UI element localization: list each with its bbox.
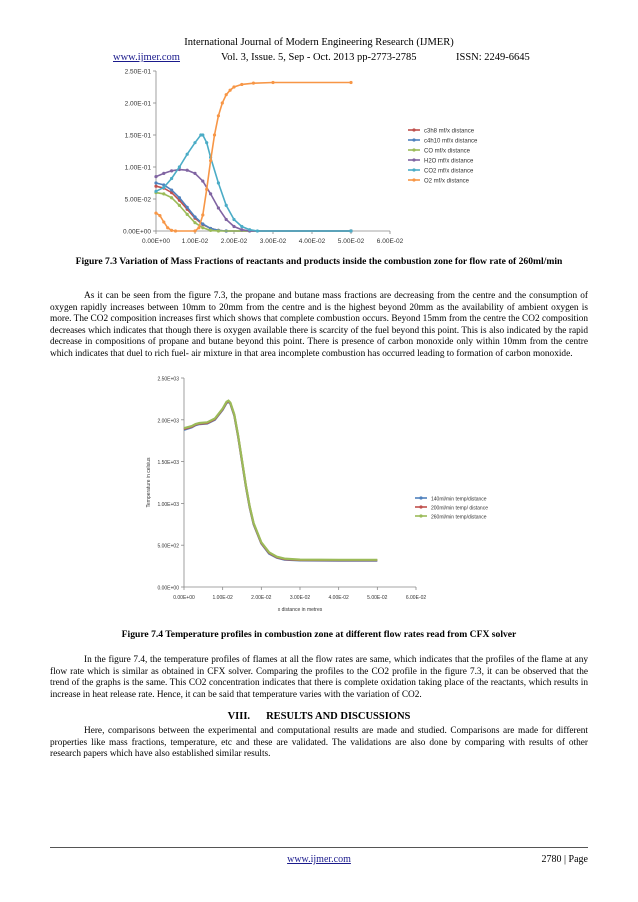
- legend-marker: [412, 168, 415, 171]
- y-tick-label: 1.50E+03: [157, 460, 179, 467]
- x-tick-label: 0.00E+00: [141, 238, 171, 245]
- series-point: [205, 141, 208, 144]
- series-point: [225, 218, 228, 221]
- series-point: [217, 114, 220, 117]
- series-point: [193, 221, 196, 224]
- series-point: [178, 196, 181, 199]
- x-tick-label: 5.00E-02: [367, 595, 388, 601]
- series-point: [162, 172, 165, 175]
- figure-7-3-caption: Figure 7.3 Variation of Mass Fractions of reactants and products inside the combustion zone for flow rate of 260ml/min: [75, 256, 563, 267]
- series-point: [162, 186, 165, 189]
- series-point: [248, 228, 251, 231]
- x-tick-label: 4.00E-02: [328, 595, 349, 601]
- series-point: [193, 215, 196, 218]
- series-point: [349, 81, 352, 84]
- series-point: [170, 169, 173, 172]
- figure-7-4-chart: [138, 372, 498, 620]
- legend-label: CO2 mf/x distance: [424, 168, 474, 175]
- figure-7-4-caption: Figure 7.4 Temperature profiles in combustion zone at different flow rates read from CFX solver: [121, 629, 517, 640]
- header-website-link[interactable]: www.ijmer.com: [113, 52, 180, 63]
- series-point: [170, 229, 173, 232]
- header-volume: Vol. 3, Issue. 5, Sep - Oct. 2013 pp-2773-2785: [221, 52, 417, 63]
- series-line-3: [156, 193, 351, 231]
- y-tick-label: 0.00E+00: [157, 585, 179, 592]
- series-point: [240, 228, 243, 231]
- series-point: [166, 226, 169, 229]
- series-point: [271, 81, 274, 84]
- x-tick-label: 6.00E-02: [376, 238, 404, 245]
- section-number: VIII.: [227, 711, 251, 722]
- footer-page-number: 2780 | Page: [541, 854, 588, 865]
- series-point: [154, 181, 157, 184]
- series-point: [201, 226, 204, 229]
- series-point: [186, 206, 189, 209]
- legend-label: 140ml/min temp/distance: [431, 496, 487, 503]
- figure-7-3-chart: [108, 62, 528, 252]
- series-line-1: [156, 186, 351, 231]
- series-point: [217, 229, 220, 232]
- series-point: [225, 204, 228, 207]
- y-tick-label: 1.50E-01: [124, 132, 151, 140]
- legend-marker: [412, 128, 415, 131]
- series-point: [154, 175, 157, 178]
- legend-label: CO mf/x distance: [424, 148, 471, 155]
- legend-label: O2 mf/x distance: [424, 178, 470, 185]
- series-point: [349, 229, 352, 232]
- section-heading: [0, 711, 638, 722]
- series-point: [178, 165, 181, 168]
- y-tick-label: 5.00E-02: [124, 196, 151, 204]
- legend-label: 260ml/min temp/distance: [431, 514, 487, 521]
- y-tick-label: 2.50E+03: [157, 376, 179, 383]
- legend-marker: [419, 496, 422, 499]
- series-point: [201, 179, 204, 182]
- series-point: [170, 177, 173, 180]
- x-tick-label: 3.00E-02: [289, 595, 311, 601]
- y-tick-label: 2.50E-01: [124, 68, 151, 76]
- legend-marker: [412, 158, 415, 161]
- series-point: [162, 220, 165, 223]
- series-line-3: [184, 401, 377, 560]
- footer-divider: [50, 847, 588, 848]
- series-point: [174, 229, 177, 232]
- series-point: [197, 226, 200, 229]
- legend-marker: [412, 178, 415, 181]
- x-tick-label: 1.00E-02: [212, 595, 233, 601]
- legend-marker: [412, 138, 415, 141]
- series-point: [205, 188, 208, 191]
- series-point: [193, 229, 196, 232]
- series-point: [154, 190, 157, 193]
- x-tick-label: 3.00E-02: [259, 238, 287, 245]
- header-issn: ISSN: 2249-6645: [456, 52, 530, 63]
- series-point: [209, 229, 212, 232]
- series-point: [186, 153, 189, 156]
- series-point: [201, 133, 204, 136]
- x-tick-label: 6.00E-02: [405, 595, 427, 601]
- series-point: [158, 214, 161, 217]
- legend-label: c4h10 mf/x distance: [424, 138, 478, 145]
- x-tick-label: 2.00E-02: [220, 238, 248, 245]
- series-point: [170, 196, 173, 199]
- series-point: [178, 204, 181, 207]
- series-point: [229, 89, 232, 92]
- series-point: [162, 192, 165, 195]
- series-point: [213, 133, 216, 136]
- legend-marker: [419, 505, 422, 508]
- series-point: [209, 159, 212, 162]
- legend-marker: [419, 514, 422, 517]
- series-point: [221, 101, 224, 104]
- x-tick-label: 4.00E-02: [298, 238, 326, 245]
- section-title: RESULTS AND DISCUSSIONS: [266, 711, 411, 722]
- series-point: [193, 172, 196, 175]
- series-point: [232, 218, 235, 221]
- series-point: [186, 169, 189, 172]
- y-tick-label: 0.00E+00: [122, 228, 151, 236]
- series-point: [240, 225, 243, 228]
- footer-website-link[interactable]: www.ijmer.com: [287, 854, 351, 865]
- legend-marker: [412, 148, 415, 151]
- legend-label: 200ml/min temp/ distance: [431, 505, 488, 512]
- series-line-2: [184, 401, 377, 560]
- series-point: [217, 181, 220, 184]
- series-point: [186, 213, 189, 216]
- series-point: [201, 222, 204, 225]
- journal-title: International Journal of Modern Engineering Research (IJMER): [184, 37, 454, 48]
- y-tick-label: 2.00E-01: [124, 100, 151, 108]
- y-tick-label: 1.00E+03: [157, 501, 179, 508]
- series-point: [154, 211, 157, 214]
- paragraph-1: As it can be seen from the figure 7.3, the propane and butane mass fractions are decreasing from the centre and the consumption of oxygen rapidly increases between 10mm to 20mm from the centre and is the highest beyond 20mm as the availability of ambient oxygen is more. The CO2 composition increases first which shows that complete combustion occurs. Beyond 15mm from the centre the CO2 composition decreases which indicates that though there is oxygen available there is scarcity of the fuel beyond this point. This is also indicated by the rapid decrease in compositions of propane and butane beyond this point. There is presence of carbon monoxide only within 10mm from the centre which indicates that duel to rich fuel- air mixture in that area incomplete combustion has occurred leading to formation of carbon monoxide.: [50, 291, 588, 359]
- series-line-4: [156, 170, 351, 231]
- y-tick-label: 5.00E+02: [157, 543, 179, 550]
- paragraph-3: Here, comparisons between the experimental and computational results are made and studied. Comparisons are made for different properties like mass fractions, temperature, etc and these are validated. The validations are also done by comparing with results of other research papers which have also established similar results.: [50, 726, 588, 760]
- x-tick-label: 2.00E-02: [251, 595, 272, 601]
- x-tick-label: 1.00E-02: [181, 238, 209, 245]
- y-tick-label: 1.00E-01: [124, 164, 151, 172]
- paragraph-2: In the figure 7.4, the temperature profiles of flames at all the flow rates are same, which indicates that the profiles of the flame at any flow rate which is similar as obtained in CFX solver. Comparing the profiles to the CO2 profile in the figure 7.3, it can be observed that the trend of the graphs is the same. This CO2 concentration indicates that there is complete oxidation taking place of the reactants, which results in increase in heat release rate. Hence, it can be said that temperature varies with the variation of CO2.: [50, 655, 588, 700]
- series-point: [225, 93, 228, 96]
- x-axis-label: x distance in metres: [277, 607, 323, 613]
- y-axis-label: Temperature in celsius: [146, 457, 152, 508]
- series-point: [154, 185, 157, 188]
- series-point: [193, 141, 196, 144]
- series-point: [201, 213, 204, 216]
- legend-label: c3h8 mf/x distance: [424, 128, 475, 135]
- series-point: [232, 85, 235, 88]
- x-tick-label: 0.00E+00: [173, 595, 195, 601]
- series-point: [240, 83, 243, 86]
- series-point: [232, 225, 235, 228]
- series-point: [209, 192, 212, 195]
- legend-label: H2O mf/x distance: [424, 158, 474, 165]
- series-point: [256, 229, 259, 232]
- series-point: [252, 82, 255, 85]
- series-point: [217, 206, 220, 209]
- y-tick-label: 2.00E+03: [157, 418, 179, 425]
- series-line-5: [156, 135, 351, 231]
- series-point: [170, 188, 173, 191]
- series-line-1: [184, 402, 377, 561]
- x-tick-label: 5.00E-02: [337, 238, 365, 245]
